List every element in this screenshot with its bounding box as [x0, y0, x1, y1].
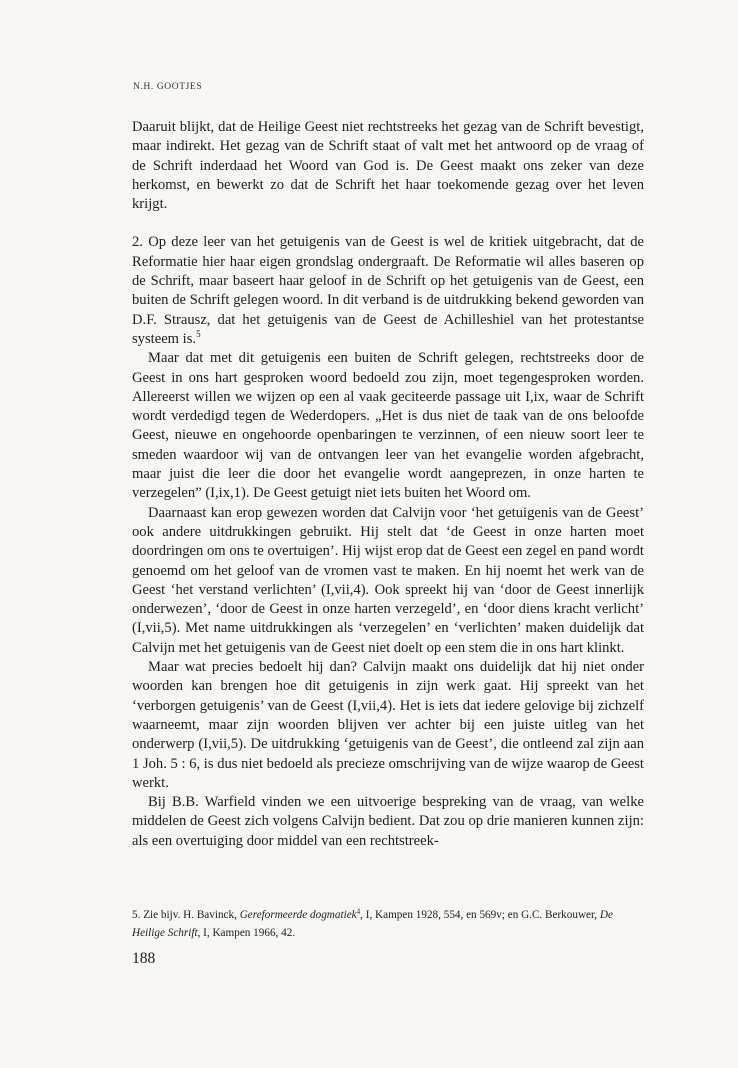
paragraph: Bij B.B. Warfield vinden we een uitvoerige bespreking van de vraag, van welke middelen de Geest zich volgens Calvijn bedient. Dat zou op drie manieren kunnen zijn: als een overtuiging door middel van een rechtstreek- — [132, 794, 644, 849]
footnote — [132, 906, 644, 942]
paragraph: Maar dat met dit getuigenis een buiten de Schrift gelegen, rechtstreeks door de Geest in ons hart gesproken woord bedoeld zou zijn, moet tegengesproken worden. Allereerst willen we wijzen op een al vaak geciteerde passage uit I,ix, waar de Schrift wordt verdedigd tegen de Wederdopers. „Het is dus niet de taak van de ons beloofde Geest, nieuwe en ongehoorde openbaringen te verzinnen, of een nieuw soort leer te smeden waardoor wij van de ontvangen leer van het evangelie worden afgebracht, maar juist die leer die door het evangelie wordt aangeprezen, in onze harten te verzegelen” (I,ix,1). De Geest getuigt niet iets buiten het Woord om. — [132, 350, 644, 502]
footnote-title: Gereformeerde dogmatiek — [239, 909, 357, 921]
footnote-title: De Heilige Schrift — [132, 909, 613, 939]
footnote-reference[interactable]: 5 — [196, 329, 201, 340]
paragraph-numbered — [132, 233, 644, 349]
paragraph-text: 2. Op deze leer van het getuigenis van de Geest is wel de kritiek uitgebracht, dat de Reformatie hier haar eigen grondslag ondergraaft. De Reformatie wil alles baseren op de Schrift, maar baseert haar geloof in de Schrift op het getuigenis van de Geest, een buiten de Schrift gelegen woord. In dit verband is de uitdrukking bekend geworden van D.F. Strausz, dat het getuigenis van de Geest de Achilleshiel van het protestantse systeem is. — [132, 234, 644, 347]
page-number: 188 — [132, 950, 156, 967]
footnote-tail: , I, Kampen 1966, 42. — [197, 927, 296, 939]
paragraph: Daaruit blijkt, dat de Heilige Geest niet rechtstreeks het gezag van de Schrift bevestigt, maar indirekt. Het gezag van de Schrift staat of valt met het antwoord op de vraag of de Schrift inderdaad het Woord van God is. De Geest maakt ons zeker van deze herkomst, en bewerkt zo dat de Schrift het haar toekomende gezag over het leven krijgt. — [132, 119, 644, 213]
paragraph: Daarnaast kan erop gewezen worden dat Calvijn voor ‘het getuigenis van de Geest’ ook andere uitdrukkingen gebruikt. Hij stelt dat ‘de Geest in onze harten moet doordringen om ons te overtuigen’. Hij wijst erop dat de Geest een zegel en pand wordt genoemd om het geloof van de vromen vast te maken. En hij noemt het werk van de Geest ‘het verstand verlichten’ (I,vii,4). Ook spreekt hij van ‘door de Geest innerlijk onderwezen’, ‘door de Geest in onze harten verzegeld’, en ‘door diens kracht verlicht’ (I,vii,5). Met name uitdrukkingen als ‘verzegelen’ en ‘verlichten’ maken duidelijk dat Calvijn met het getuigenis van de Geest niet doelt op een stem die in ons hart klinkt. — [132, 504, 644, 656]
footnote-mid: , I, Kampen 1928, 554, en 569v; en G.C. Berkouwer, — [360, 909, 598, 921]
running-head: N.H. GOOTJES — [133, 82, 203, 92]
paragraph: Maar wat precies bedoelt hij dan? Calvijn maakt ons duidelijk dat hij niet onder woorden kan brengen hoe dit getuigenis in zijn werk gaat. Hij spreekt van het ‘verborgen getuigenis’ van de Geest (I,vii,4). Het is iets dat iedere gelovige bij zichzelf waarneemt, maar zijn woorden blijven ver achter bij een juiste uitleg van het onderwerp (I,vii,5). De uitdrukking ‘getuigenis van de Geest’, die ontleend zal zijn aan 1 Joh. 5 : 6, is dus niet bedoeld als precieze omschrijving van de wijze waarop de Geest werkt. — [132, 659, 644, 791]
footnote-lead: 5. Zie bijv. H. Bavinck, — [132, 909, 237, 921]
footnote-edition: 4 — [356, 907, 361, 916]
main-text — [132, 118, 644, 851]
